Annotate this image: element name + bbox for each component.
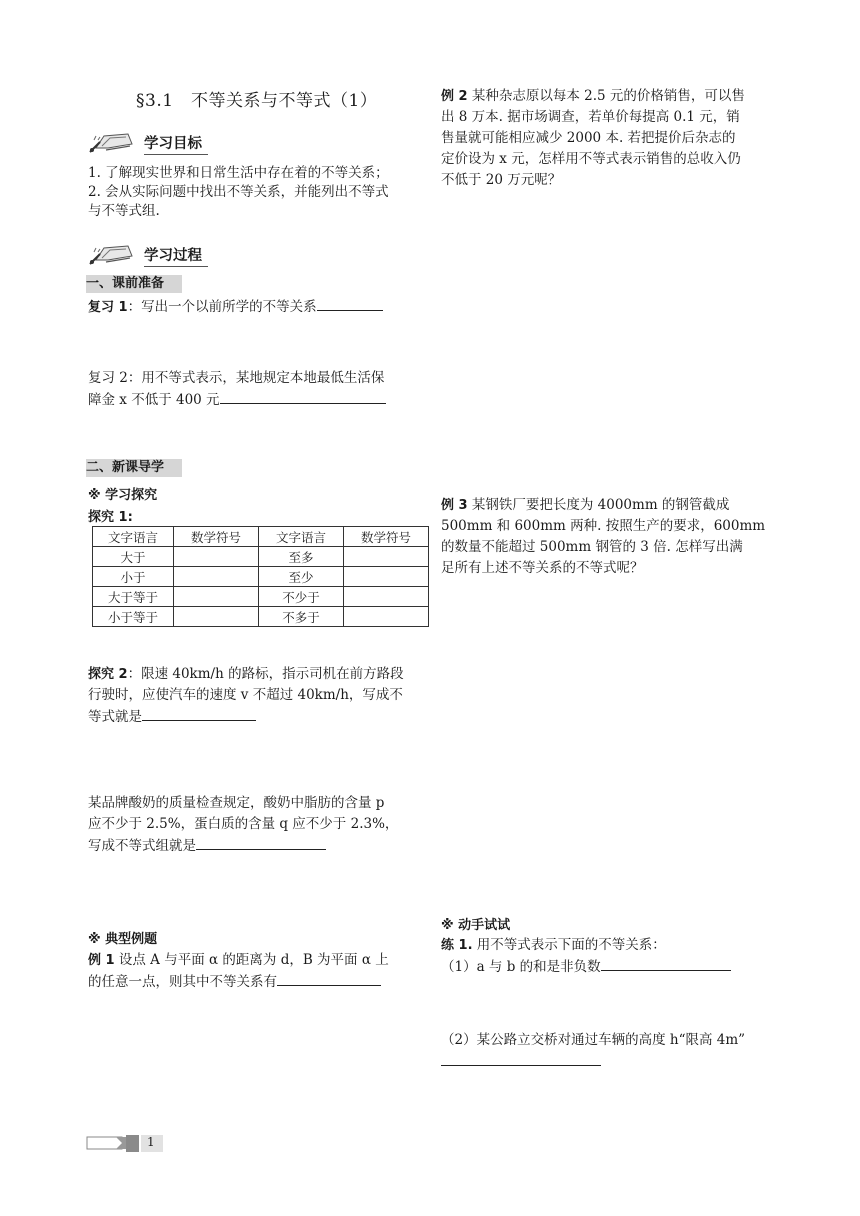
table-cell: 大于等于	[93, 587, 174, 607]
table-cell: 不多于	[259, 607, 344, 627]
practice1-label: 练 1.	[441, 938, 473, 953]
table-cell: 不少于	[259, 587, 344, 607]
table-header-cell: 数学符号	[174, 527, 259, 547]
review2	[88, 368, 428, 411]
typical-heading: ※ 典型例题	[88, 932, 158, 947]
table-cell-answer[interactable]	[174, 587, 259, 607]
review2-label: 复习 2	[88, 370, 128, 386]
table-cell: 小于等于	[93, 607, 174, 627]
example2-line4: 定价设为 x 元，怎样用不等式表示销售的总收入仍	[441, 151, 741, 167]
example2	[441, 86, 781, 191]
practice1-item2-block	[441, 1030, 786, 1073]
table-header-cell: 数学符号	[344, 527, 429, 547]
section-goals-header	[86, 128, 226, 154]
table-cell: 至多	[259, 547, 344, 567]
section-process-label: 学习过程	[144, 244, 208, 267]
table-cell: 至少	[259, 567, 344, 587]
book-pen-icon	[88, 240, 136, 266]
explore2-label: 探究 2	[88, 667, 128, 682]
table-row	[93, 607, 429, 627]
answer-blank	[277, 971, 381, 986]
review2-line2: 障金 x 不低于 400 元	[88, 392, 220, 408]
yogurt-line3: 写成不等式组就是	[88, 838, 196, 854]
table-cell-answer[interactable]	[344, 547, 429, 567]
example1-label: 例 1	[88, 953, 115, 968]
answer-blank	[142, 706, 256, 721]
example2-line2: 出 8 万本. 据市场调查，若单价每提高 0.1 元，销	[441, 109, 740, 125]
example1-line2: 的任意一点，则其中不等关系有	[88, 974, 277, 990]
review1-text: ：写出一个以前所学的不等关系	[127, 299, 317, 315]
table-row	[93, 567, 429, 587]
explore1-label: 探究 1:	[88, 510, 133, 525]
goal-item: 与不等式组.	[88, 203, 160, 219]
example2-line1: 某种杂志原以每本 2.5 元的价格销售，可以售	[467, 88, 745, 104]
table-cell-answer[interactable]	[174, 547, 259, 567]
answer-blank	[441, 1051, 601, 1066]
section-process-header	[86, 240, 226, 266]
table-cell-answer[interactable]	[344, 607, 429, 627]
page-footer	[86, 1133, 166, 1157]
example2-line5: 不低于 20 万元呢？	[441, 172, 562, 188]
answer-blank	[601, 956, 731, 971]
explore2-line3: 等式就是	[88, 709, 142, 725]
answer-blank	[317, 296, 383, 311]
table-row	[93, 587, 429, 607]
answer-blank	[196, 835, 326, 850]
goals-list	[88, 164, 428, 221]
table-cell: 大于	[93, 547, 174, 567]
example3-line3: 的数量不能超过 500mm 钢管的 3 倍. 怎样写出满	[441, 539, 743, 555]
example3-line2: 500mm 和 600mm 两种. 按照生产的要求，600mm	[441, 518, 766, 534]
book-pen-icon	[88, 128, 136, 154]
goal-item: 2. 会从实际问题中找出不等关系，并能列出不等式	[88, 184, 389, 200]
explore2-line1: ：限速 40km/h 的路标，指示司机在前方路段	[127, 666, 404, 682]
part1-heading: 一、课前准备	[86, 275, 182, 293]
answer-blank	[220, 389, 386, 404]
review1	[88, 296, 428, 318]
example1	[88, 950, 428, 993]
example3-line4: 足所有上述不等关系的不等式呢？	[441, 560, 644, 576]
review2-line1: ：用不等式表示，某地规定本地最低生活保	[127, 370, 385, 386]
table-cell-answer[interactable]	[174, 607, 259, 627]
example3-line1: 某钢铁厂要把长度为 4000mm 的钢管截成	[467, 497, 730, 513]
table-header-row	[93, 527, 429, 547]
review1-label: 复习 1	[88, 300, 128, 315]
yogurt-line1: 某品牌酸奶的质量检查规定，酸奶中脂肪的含量 p	[88, 795, 385, 811]
example3-label: 例 3	[441, 498, 468, 513]
practice1-item2: （2）某公路立交桥对通过车辆的高度 h“限高 4m”	[441, 1032, 746, 1048]
part2-heading: 二、新课导学	[86, 459, 182, 477]
table-row	[93, 547, 429, 567]
example3	[441, 495, 781, 579]
explore-heading: ※ 学习探究	[88, 488, 158, 503]
page-title: §3.1 不等关系与不等式（1）	[136, 91, 378, 111]
example2-label: 例 2	[441, 89, 468, 104]
practice1-text: 用不等式表示下面的不等关系：	[472, 937, 666, 953]
yogurt-line2: 应不少于 2.5%，蛋白质的含量 q 应不少于 2.3%，	[88, 816, 399, 832]
practice1	[441, 935, 786, 978]
comparison-table	[92, 526, 429, 627]
page-number: 1	[147, 1135, 155, 1149]
table-header-cell: 文字语言	[259, 527, 344, 547]
section-goals-label: 学习目标	[144, 132, 208, 155]
try-heading: ※ 动手试试	[441, 918, 511, 933]
table-cell-answer[interactable]	[344, 587, 429, 607]
table-cell-answer[interactable]	[174, 567, 259, 587]
table-cell-answer[interactable]	[344, 567, 429, 587]
explore2	[88, 664, 428, 728]
example2-line3: 售量就可能相应减少 2000 本. 若把提价后杂志的	[441, 130, 736, 146]
goal-item: 1. 了解现实世界和日常生活中存在着的不等关系；	[88, 165, 389, 181]
yogurt-problem	[88, 793, 428, 857]
explore2-line2: 行驶时，应使汽车的速度 v 不超过 40km/h，写成不	[88, 687, 403, 703]
example1-line1: 设点 A 与平面 α 的距离为 d，B 为平面 α 上	[114, 952, 389, 968]
table-cell: 小于	[93, 567, 174, 587]
table-header-cell: 文字语言	[93, 527, 174, 547]
practice1-item1: （1）a 与 b 的和是非负数	[441, 959, 601, 975]
